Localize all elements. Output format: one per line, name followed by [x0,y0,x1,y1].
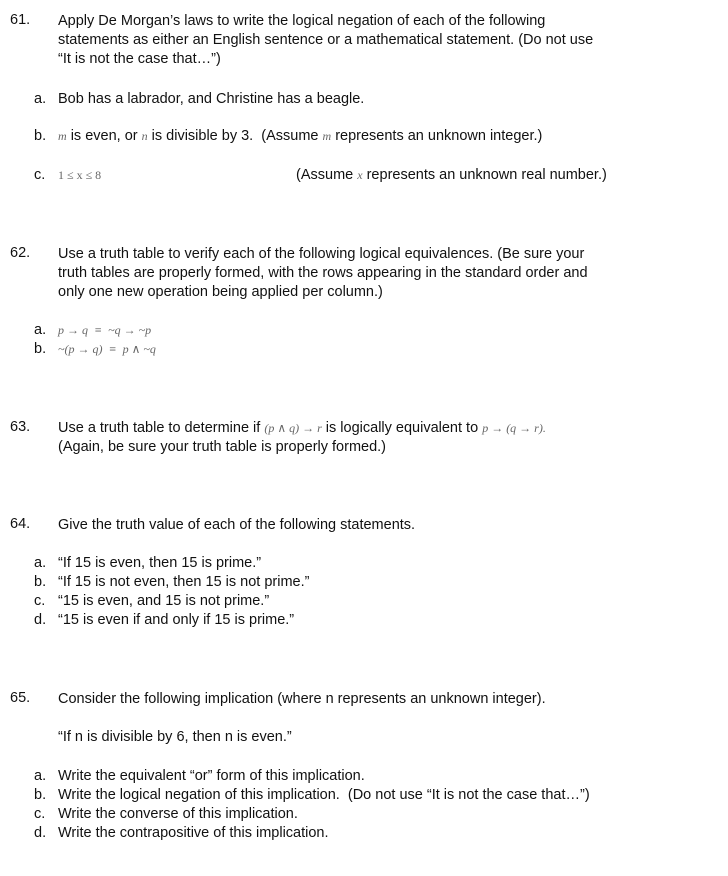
part-label: a. [34,322,47,338]
problem-61-prompt [58,12,593,69]
part-text: represents an unknown integer.) [331,128,543,144]
prompt-text: Use a truth table to determine if [58,420,265,436]
list-item [34,554,309,573]
math-expression: p → q ≡ ~q → ~p [58,323,152,337]
part-label: d. [34,825,47,841]
problem-63-prompt [58,419,546,457]
part-text: Write the contrapositive of this implication. [58,825,329,841]
problem-64-number: 64. [10,516,31,532]
problem-63-prompt-line: (Again, be sure your truth table is properly formed.) [58,439,387,455]
math-var: x [357,168,363,182]
part-text: Bob has a labrador, and Christine has a beagle. [58,91,365,107]
math-expression: ~(p → q) ≡ p ∧ ~q [58,342,156,356]
note-text: (Assume [296,167,358,183]
math-var: m [58,129,67,143]
problem-64-parts [34,554,309,630]
part-label: d. [34,612,47,628]
part-text: is divisible by 3. (Assume [147,128,323,144]
problem-65-implication: “If n is divisible by 6, then n is even.” [58,729,292,745]
list-item [34,786,590,805]
problem-65-parts [34,767,590,843]
problem-62-part-b [34,340,156,359]
part-label: c. [34,593,46,609]
part-label: a. [34,555,47,571]
part-label: a. [34,768,47,784]
problem-63-number: 63. [10,419,31,435]
math-expression: (p ∧ q) → r [264,421,322,435]
list-item [34,805,590,824]
part-label: a. [34,91,47,107]
problem-62-prompt-line: Use a truth table to verify each of the following logical equivalences. (Be sure your [58,246,585,262]
list-item [34,611,309,630]
part-text: “If 15 is even, then 15 is prime.” [58,555,262,571]
problem-61-part-b [34,127,542,146]
prompt-text: is logically equivalent to [321,420,483,436]
math-var: n [141,129,148,143]
problem-62-number: 62. [10,245,31,261]
problem-61-prompt-line: statements as either an English sentence or a mathematical statement. (Do not use [58,32,594,48]
problem-62-prompt-line: truth tables are properly formed, with the rows appearing in the standard order and [58,265,588,281]
math-expression: 1 ≤ x ≤ 8 [58,168,102,182]
math-expression: p → (q → r). [482,421,546,435]
problem-61-part-c-note [296,166,607,185]
list-item [34,824,590,843]
part-text: Write the logical negation of this implication. (Do not use “It is not the case that…”) [58,787,590,803]
list-item [34,573,309,592]
part-text: is even, or [66,128,142,144]
problem-61-number: 61. [10,12,31,28]
part-label: c. [34,167,46,183]
note-text: represents an unknown real number.) [362,167,607,183]
problem-61-prompt-line: Apply De Morgan’s laws to write the logical negation of each of the following [58,13,546,29]
part-label: b. [34,341,47,357]
problem-65-prompt: Consider the following implication (where n represents an unknown integer). [58,691,546,707]
list-item [34,767,590,786]
problem-62-prompt-line: only one new operation being applied per column.) [58,284,383,300]
problem-61-prompt-line: “It is not the case that…”) [58,51,221,67]
part-text: “15 is even if and only if 15 is prime.” [58,612,295,628]
problem-61-part-a [34,90,364,109]
part-label: c. [34,806,46,822]
problem-64-prompt: Give the truth value of each of the following statements. [58,517,416,533]
problem-62-part-a [34,321,151,340]
problem-62-prompt [58,245,588,302]
part-text: Write the equivalent “or” form of this implication. [58,768,365,784]
math-var: m [322,129,332,143]
part-label: b. [34,787,47,803]
list-item [34,592,309,611]
part-text: “15 is even, and 15 is not prime.” [58,593,270,609]
part-text: Write the converse of this implication. [58,806,298,822]
problem-65-number: 65. [10,690,31,706]
part-label: b. [34,574,47,590]
problem-63-prompt-line [58,419,546,438]
problem-61-part-c [34,166,101,185]
part-text: “If 15 is not even, then 15 is not prime.” [58,574,310,590]
part-label: b. [34,128,47,144]
